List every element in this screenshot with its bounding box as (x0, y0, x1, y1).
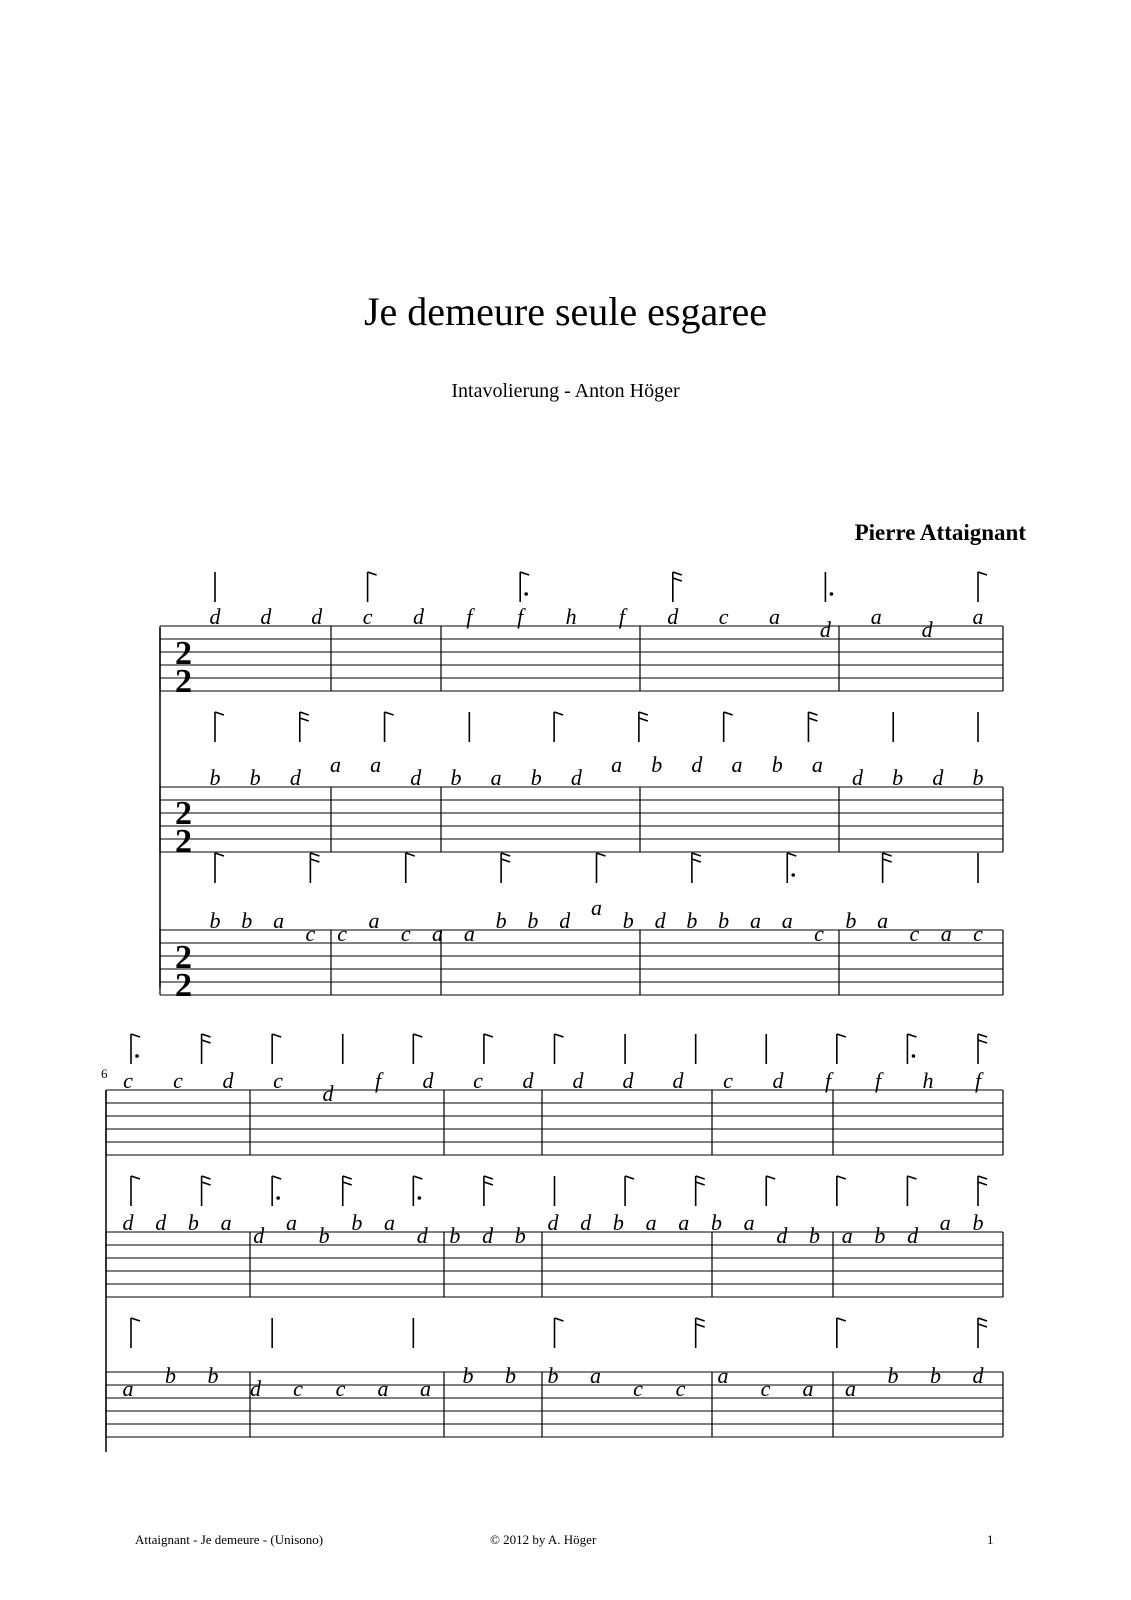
time-signature-staff-2 (175, 795, 192, 860)
tab-letter: f (374, 1068, 382, 1093)
tab-letter: b (651, 752, 663, 777)
tab-letter: b (718, 908, 730, 933)
rhythm-flag (978, 1034, 987, 1064)
tab-letter: b (622, 908, 634, 933)
time-sig-top: 2 (175, 795, 192, 832)
rhythm-flag (413, 1034, 422, 1064)
time-sig-bottom: 2 (175, 967, 192, 1004)
time-signature-staff-3 (175, 939, 192, 1004)
tab-letter: b (514, 1223, 526, 1248)
tab-letter: a (841, 1223, 853, 1248)
tab-letter: d (410, 765, 422, 790)
tab-letter: a (590, 1363, 601, 1388)
tab-letter: h (922, 1068, 934, 1093)
tab-letter: c (973, 921, 983, 946)
tab-letter: f (824, 1068, 832, 1093)
rhythm-flag (131, 1176, 140, 1206)
tab-letter: f (618, 604, 625, 629)
tab-letter: b (209, 908, 221, 933)
rhythm-flag (639, 712, 648, 742)
tab-letter: c (400, 921, 411, 946)
tab-letter: d (122, 1210, 134, 1235)
tab-letter: b (495, 908, 507, 933)
tab-letter: d (547, 1210, 559, 1235)
rhythm-flag (368, 572, 377, 602)
time-sig-bottom: 2 (175, 663, 192, 700)
tab-letter: d (412, 604, 424, 629)
tab-letter: f (517, 604, 524, 629)
rhythm-flag (413, 1176, 422, 1206)
rhythm-flag (907, 1176, 916, 1206)
rhythm-flag (554, 712, 563, 742)
tab-letter: a (972, 604, 984, 629)
tab-letter: a (377, 1376, 389, 1401)
tab-letter: b (351, 1210, 363, 1235)
tab-letter: c (293, 1376, 303, 1401)
tab-letter: d (482, 1223, 494, 1248)
measure-number: 6 (101, 1066, 108, 1081)
tab-letter: d (776, 1223, 788, 1248)
tab-letter: d (570, 765, 582, 790)
tab-letter: b (972, 1210, 984, 1235)
tab-letter: b (972, 765, 984, 790)
rhythm-flag (978, 572, 987, 602)
tab-letter: b (547, 1363, 559, 1388)
tab-letter: c (305, 921, 316, 946)
tab-letter: b (462, 1363, 474, 1388)
rhythm-flag (385, 712, 394, 742)
tab-letter: a (463, 921, 475, 946)
tab-letter: a (940, 921, 952, 946)
rhythm-flag (131, 1318, 140, 1348)
tab-letter: c (760, 1376, 771, 1401)
tab-letter: a (769, 604, 781, 629)
rhythm-flag (484, 1034, 493, 1064)
tab-letter: c (337, 921, 348, 946)
tab-letter: a (678, 1210, 690, 1235)
tab-letter: b (930, 1363, 941, 1388)
tab-letter: c (814, 921, 824, 946)
time-sig-top: 2 (175, 635, 192, 672)
tab-letter: b (887, 1363, 899, 1388)
tab-letter: a (329, 752, 341, 777)
tab-letter: d (209, 604, 221, 629)
tab-letter: c (273, 1068, 283, 1093)
tab-letter: b (686, 908, 698, 933)
tab-letter: a (384, 1210, 396, 1235)
tab-letter: d (253, 1223, 265, 1248)
rhythm-flag (202, 1176, 211, 1206)
tab-letter: d (772, 1068, 784, 1093)
page-title: Je demeure seule esgaree (363, 289, 768, 334)
tab-letter: a (611, 752, 623, 777)
tab-letter: a (370, 752, 382, 777)
tab-letter: d (322, 1081, 334, 1106)
tab-letter: a (717, 1363, 729, 1388)
page-subtitle: Intavolierung - Anton Höger (451, 380, 680, 402)
tab-letter: b (892, 765, 904, 790)
rhythm-flag (131, 1034, 140, 1064)
tab-letter: d (667, 604, 679, 629)
tab-letter: b (530, 765, 542, 790)
tab-letter: b (450, 765, 462, 790)
rhythm-flag (520, 572, 529, 602)
time-sig-bottom: 2 (175, 823, 192, 860)
tab-letter: a (490, 765, 502, 790)
tab-letter: c (909, 921, 920, 946)
rhythm-flag (215, 853, 224, 883)
rhythm-flag (343, 1176, 352, 1206)
tab-letter: d (819, 617, 831, 642)
tab-letter: d (572, 1068, 584, 1093)
tab-letter: c (718, 604, 729, 629)
tab-letter: c (362, 604, 373, 629)
tab-letter: d (580, 1210, 592, 1235)
tab-letter: d (422, 1068, 434, 1093)
rhythm-flag (907, 1034, 916, 1064)
tab-letter: c (723, 1068, 733, 1093)
tab-letter: f (874, 1068, 882, 1093)
tab-letter: a (432, 921, 444, 946)
tab-letter: h (565, 604, 577, 629)
footer-copyright: © 2012 by A. Höger (490, 1532, 597, 1547)
tab-letter: b (874, 1223, 886, 1248)
tab-letter: d (289, 765, 301, 790)
tab-letter: d (907, 1223, 919, 1248)
rhythm-flag (825, 572, 833, 602)
tab-letter: d (972, 1363, 984, 1388)
tab-letter: b (845, 908, 857, 933)
rhythm-flag (501, 853, 510, 883)
time-signature-staff-1 (175, 635, 192, 700)
rhythm-flag (272, 1034, 281, 1064)
tab-letter: a (743, 1210, 755, 1235)
rhythm-flag (978, 1176, 987, 1206)
rhythm-flag (310, 853, 319, 883)
rhythm-flag (978, 1318, 987, 1348)
tab-letter: d (260, 604, 272, 629)
rhythm-flag (202, 1034, 211, 1064)
tab-letter: a (368, 908, 380, 933)
tab-letter: d (222, 1068, 234, 1093)
tab-letter: d (559, 908, 571, 933)
rhythm-flag (837, 1034, 846, 1064)
rhythm-flag (808, 712, 817, 742)
tab-letter: d (691, 752, 703, 777)
tab-letter: b (249, 765, 261, 790)
tab-letter: b (207, 1363, 219, 1388)
tab-letter: f (974, 1068, 982, 1093)
tab-letter: a (731, 752, 743, 777)
rhythm-flag (766, 1176, 775, 1206)
tab-letter: d (622, 1068, 634, 1093)
tab-letter: a (781, 908, 793, 933)
tab-letter: a (802, 1376, 814, 1401)
tab-letter: b (771, 752, 783, 777)
tab-letter: a (845, 1376, 856, 1401)
rhythm-flag (272, 1176, 281, 1206)
tab-letter: a (645, 1210, 657, 1235)
tab-letter: d (155, 1210, 167, 1235)
tab-letter: d (672, 1068, 684, 1093)
tab-letter: a (877, 908, 889, 933)
tab-letter: b (187, 1210, 199, 1235)
rhythm-flag (625, 1176, 634, 1206)
tab-letter: a (285, 1210, 297, 1235)
time-sig-top: 2 (175, 939, 192, 976)
rhythm-flag (300, 712, 309, 742)
page-number: 1 (987, 1532, 994, 1547)
rhythm-flag (555, 1034, 564, 1064)
rhythm-flag (406, 853, 415, 883)
rhythm-flag (673, 572, 682, 602)
tab-letter: a (273, 908, 285, 933)
rhythm-flag (837, 1318, 846, 1348)
tab-letter: b (710, 1210, 722, 1235)
tab-letter: b (612, 1210, 624, 1235)
rhythm-flag (696, 1318, 705, 1348)
rhythm-flag (696, 1176, 705, 1206)
rhythm-flag (215, 712, 224, 742)
tab-letter: a (122, 1376, 134, 1401)
rhythm-flag (484, 1176, 493, 1206)
rhythm-flag (787, 853, 796, 883)
tab-letter: d (654, 908, 666, 933)
tab-letter: a (870, 604, 882, 629)
tab-letter: b (318, 1223, 330, 1248)
tab-letter: d (921, 617, 933, 642)
tab-letter: b (165, 1363, 176, 1388)
tab-letter: b (809, 1223, 821, 1248)
rhythm-flag (692, 853, 701, 883)
tab-letter: d (852, 765, 864, 790)
tab-letter: d (250, 1376, 261, 1401)
staves-layer (106, 626, 1003, 1437)
footer-left: Attaignant - Je demeure - (Unisono) (135, 1532, 324, 1547)
tab-letter: a (220, 1210, 232, 1235)
rhythm-flag (883, 853, 892, 883)
tab-letter: b (527, 908, 539, 933)
tab-letter: d (311, 604, 323, 629)
tab-letter: c (335, 1376, 346, 1401)
tab-letter: f (466, 604, 473, 629)
tab-letter: c (675, 1376, 686, 1401)
tab-letter: b (505, 1363, 516, 1388)
tab-letter: d (522, 1068, 534, 1093)
composer-name: Pierre Attaignant (854, 520, 1026, 545)
rhythm-flag (837, 1176, 846, 1206)
rhythm-flag (555, 1318, 564, 1348)
tab-letter: b (449, 1223, 461, 1248)
tab-letter: a (591, 895, 602, 920)
tab-letter: c (473, 1068, 483, 1093)
tab-letter: b (209, 765, 221, 790)
tab-letter: b (241, 908, 253, 933)
tab-letter: a (939, 1210, 951, 1235)
tab-letter: c (173, 1068, 183, 1093)
rhythm-flag (724, 712, 733, 742)
tab-letter: c (633, 1376, 643, 1401)
tab-letter: a (811, 752, 823, 777)
tab-letter: c (123, 1068, 133, 1093)
tab-letter: d (932, 765, 944, 790)
rhythm-flag (597, 853, 606, 883)
tab-letter: a (749, 908, 761, 933)
tab-letter: a (420, 1376, 431, 1401)
tab-letter: d (416, 1223, 428, 1248)
